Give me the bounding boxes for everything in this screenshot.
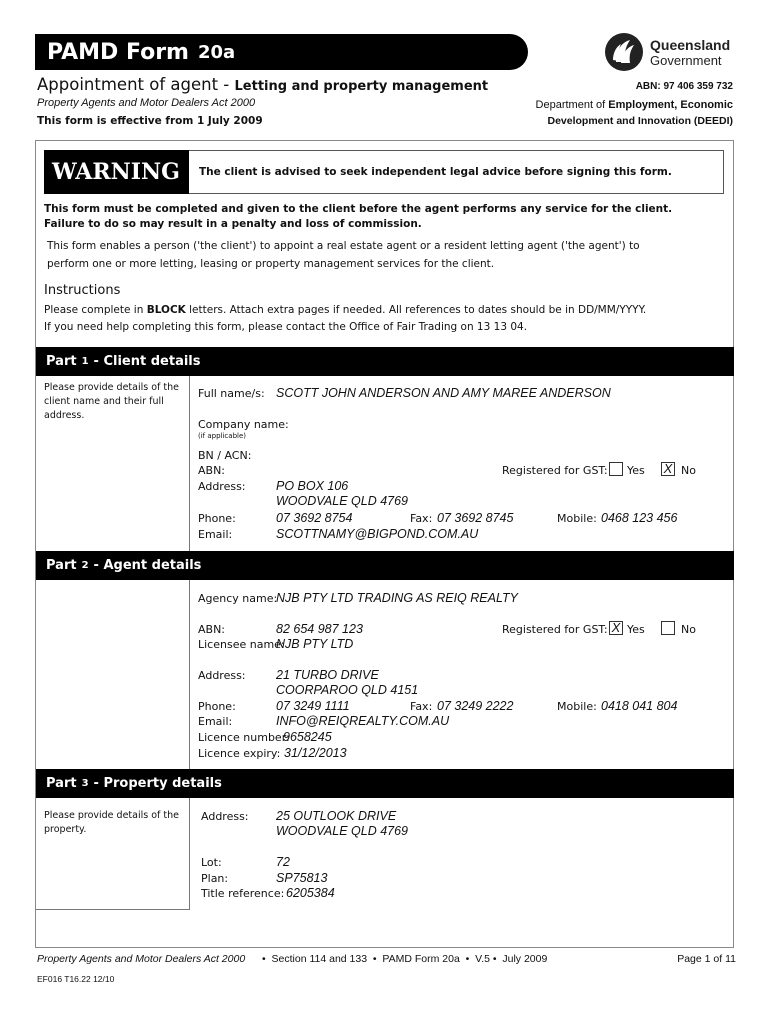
part-2-word: Part [46, 558, 77, 573]
licence-expiry-value[interactable]: 31/12/2013 [284, 746, 347, 760]
agent-mobile-value[interactable]: 0418 041 804 [601, 699, 678, 713]
form-code: EF016 T16.22 12/10 [37, 974, 115, 984]
client-address-line-1[interactable]: PO BOX 106 [276, 479, 349, 493]
agent-abn-value[interactable]: 82 654 987 123 [276, 622, 363, 636]
property-lot-value[interactable]: 72 [276, 855, 290, 869]
form-title: PAMD Form [47, 39, 189, 65]
part-1-side-note: Please provide details of the client name and their full address. [44, 382, 179, 421]
department-prefix: Department of [535, 99, 609, 111]
agent-fax-value[interactable]: 07 3249 2222 [437, 699, 514, 713]
property-address-line-1[interactable]: 25 OUTLOOK DRIVE [276, 809, 397, 823]
licence-expiry-label: Licence expiry: [198, 747, 281, 760]
client-fax-value[interactable]: 07 3692 8745 [437, 511, 514, 525]
property-plan-value[interactable]: SP75813 [276, 871, 328, 885]
client-phone-label: Phone: [198, 512, 236, 525]
client-bn-label: BN / ACN: [198, 449, 252, 462]
part-1-header [36, 347, 734, 376]
department-line-1 [536, 99, 733, 111]
agent-address-line-1[interactable]: 21 TURBO DRIVE [276, 668, 379, 682]
licensee-name-label: Licensee name: [198, 638, 285, 651]
property-address-label: Address: [201, 810, 249, 823]
licensee-name-value[interactable]: NJB PTY LTD [276, 637, 354, 651]
client-mobile-label: Mobile: [557, 512, 597, 525]
logo-line-2: Government [650, 53, 722, 68]
title-reference-label: Title reference: [201, 887, 285, 900]
form-number: 20a [197, 41, 236, 63]
licence-number-value[interactable]: 9658245 [283, 730, 332, 744]
agent-gst-yes-label: Yes [627, 623, 645, 636]
client-mobile-value[interactable]: 0468 123 456 [601, 511, 678, 525]
part-2-header [36, 551, 734, 580]
intro-line-2: perform one or more letting, leasing or property management services for the client. [47, 258, 495, 270]
client-fullname-label: Full name/s: [198, 387, 265, 400]
client-address-line-2[interactable]: WOODVALE QLD 4769 [276, 494, 409, 508]
property-address-line-2[interactable]: WOODVALE QLD 4769 [276, 824, 409, 838]
department-bold: Employment, Economic [608, 99, 733, 111]
warning-text: The client is advised to seek independent legal advice before signing this form. [199, 166, 672, 178]
client-gst-label: Registered for GST: [502, 464, 608, 477]
agent-email-label: Email: [198, 715, 233, 728]
department-line-2: Development and Innovation (DEEDI) [547, 115, 733, 127]
client-abn-label: ABN: [198, 464, 226, 477]
title-reference-value[interactable]: 6205384 [286, 886, 335, 900]
instructions-text [44, 302, 646, 336]
client-gst-no-checkbox[interactable]: X [661, 462, 675, 476]
agent-gst-label: Registered for GST: [502, 623, 608, 636]
agent-gst-no-checkbox[interactable] [661, 621, 675, 635]
footer-act: Property Agents and Motor Dealers Act 2000 [37, 953, 246, 965]
agent-email-value[interactable]: INFO@REIQREALTY.COM.AU [276, 714, 450, 728]
client-gst-no-label: No [681, 464, 696, 477]
agent-mobile-label: Mobile: [557, 700, 597, 713]
property-plan-label: Plan: [201, 872, 229, 885]
queensland-government-logo [604, 32, 734, 74]
agent-address-label: Address: [198, 669, 246, 682]
intro-bold-line-2: Failure to do so may result in a penalty and loss of commission. [44, 218, 422, 230]
client-fullname-value[interactable]: SCOTT JOHN ANDERSON AND AMY MAREE ANDERSON [276, 386, 611, 400]
instructions-heading: Instructions [44, 283, 121, 298]
agency-name-value[interactable]: NJB PTY LTD TRADING AS REIQ REALTY [276, 591, 518, 605]
intro-line-1: This form enables a person ('the client') to appoint a real estate agent or a resident letting agent ('the agent') to [47, 240, 640, 252]
part-1-title: - Client details [93, 354, 201, 369]
client-phone-value[interactable]: 07 3692 8754 [276, 511, 353, 525]
part-3-side-note: Please provide details of the property. [44, 810, 179, 835]
client-fax-label: Fax: [410, 512, 433, 525]
instructions-line-1-pre: Please complete in [44, 304, 147, 316]
part-3-title: - Property details [93, 776, 222, 791]
part-2-title: - Agent details [93, 558, 202, 573]
agent-address-line-2[interactable]: COORPAROO QLD 4151 [276, 683, 419, 697]
agent-gst-yes-checkbox[interactable]: X [609, 621, 623, 635]
agency-name-label: Agency name: [198, 592, 278, 605]
crest-icon [604, 32, 644, 72]
client-company-hint: (if applicable) [198, 432, 246, 440]
client-gst-yes-label: Yes [627, 464, 645, 477]
intro-bold [44, 202, 672, 232]
logo-line-1: Queensland [650, 37, 731, 53]
instructions-line-1 [44, 302, 646, 319]
part-2-number: 2 [81, 560, 89, 571]
part-2-divider [189, 580, 190, 769]
agent-abn-label: ABN: [198, 623, 226, 636]
part-1-word: Part [46, 354, 77, 369]
client-email-label: Email: [198, 528, 233, 541]
client-gst-yes-checkbox[interactable] [609, 462, 623, 476]
act-name: Property Agents and Motor Dealers Act 2000 [37, 97, 256, 109]
instructions-line-2: If you need help completing this form, please contact the Office of Fair Trading on 13 13 04. [44, 321, 528, 333]
intro-text [47, 237, 640, 273]
property-lot-label: Lot: [201, 856, 222, 869]
agent-phone-value[interactable]: 07 3249 1111 [276, 699, 350, 713]
warning-label: WARNING [44, 150, 189, 194]
abn-number: ABN: 97 406 359 732 [635, 81, 733, 92]
part-3-number: 3 [81, 778, 89, 789]
client-address-label: Address: [198, 480, 246, 493]
intro-bold-line-1: This form must be completed and given to the client before the agent performs any service for the client. [44, 203, 673, 215]
client-company-label: Company name: [198, 418, 289, 431]
effective-date: This form is effective from 1 July 2009 [37, 115, 263, 127]
page-number: Page 1 of 11 [677, 953, 736, 965]
instructions-line-1-bold: BLOCK [146, 304, 186, 316]
agent-fax-label: Fax: [410, 700, 433, 713]
client-email-value[interactable]: SCOTTNAMY@BIGPOND.COM.AU [276, 527, 479, 541]
licence-number-label: Licence number: [198, 731, 290, 744]
part-3-word: Part [46, 776, 77, 791]
heading-main: Appointment of agent - [37, 75, 230, 94]
heading-sub: Letting and property management [234, 79, 489, 94]
footer-sections: • Section 114 and 133 • PAMD Form 20a • V.5 • July 2009 [262, 953, 548, 965]
part-1-number: 1 [81, 356, 89, 367]
part-3-divider [189, 798, 190, 909]
agent-gst-no-label: No [681, 623, 696, 636]
agent-phone-label: Phone: [198, 700, 236, 713]
form-heading [37, 75, 488, 94]
part-3-header [36, 769, 734, 798]
form-title-bar [35, 34, 528, 70]
part-1-divider [189, 376, 190, 551]
instructions-line-1-post: letters. Attach extra pages if needed. All references to dates should be in DD/MM/YYYY. [185, 304, 647, 316]
part-3-bottom-rule [36, 909, 190, 910]
